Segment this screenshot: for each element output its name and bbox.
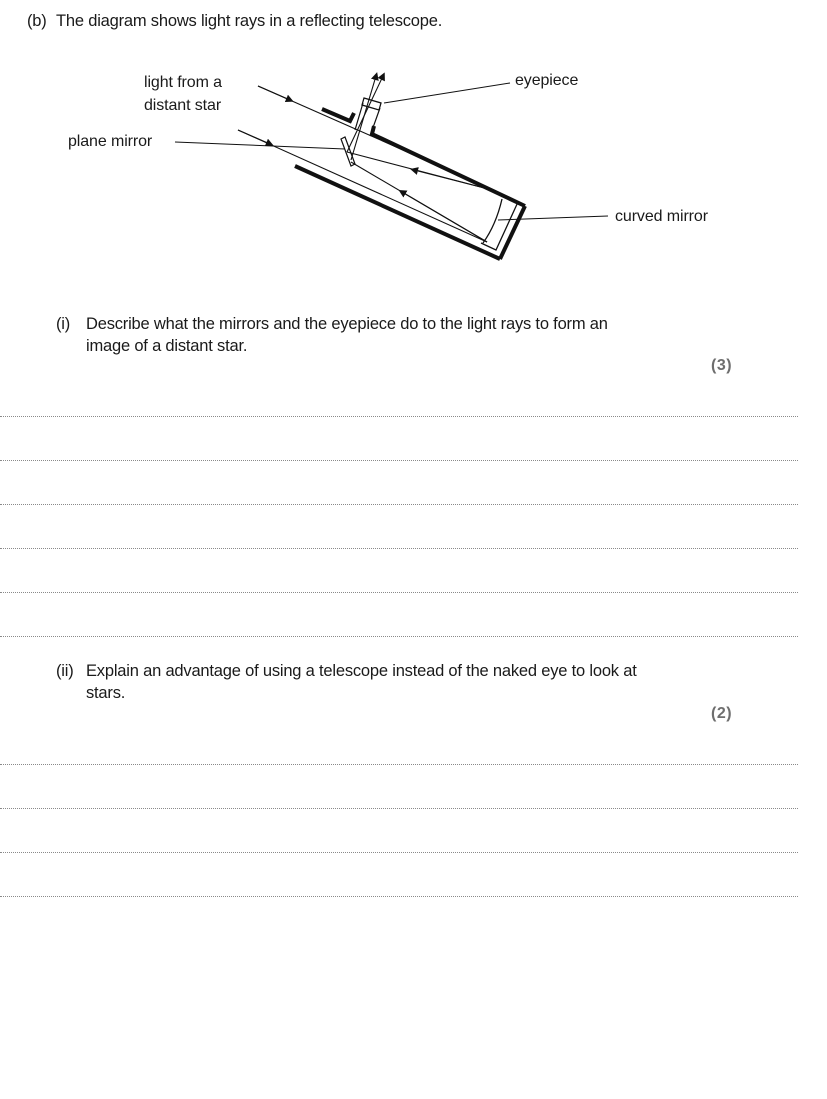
question-ii-number: (ii)	[56, 662, 74, 680]
answer-line-i-4[interactable]	[0, 548, 798, 549]
question-ii-line1: Explain an advantage of using a telescope instead of the naked eye to look at	[86, 662, 637, 680]
label-curved-mirror: curved mirror	[615, 208, 708, 225]
answer-line-i-2[interactable]	[0, 460, 798, 461]
answer-line-i-3[interactable]	[0, 504, 798, 505]
answer-line-ii-2[interactable]	[0, 808, 798, 809]
question-i-marks: (3)	[711, 357, 733, 374]
answer-line-ii-4[interactable]	[0, 896, 798, 897]
curved-mirror	[483, 199, 502, 243]
question-i-number: (i)	[56, 315, 71, 333]
leader-eyepiece	[384, 83, 510, 103]
question-i-line2: image of a distant star.	[86, 337, 248, 355]
answer-line-ii-3[interactable]	[0, 852, 798, 853]
answer-line-i-1[interactable]	[0, 416, 798, 417]
tube-upper-wall-right	[372, 126, 525, 206]
tube-upper-wall-left	[322, 109, 354, 121]
label-distant-star: distant star	[144, 97, 222, 114]
question-ii-marks: (2)	[711, 705, 733, 722]
label-plane-mirror: plane mirror	[68, 133, 153, 150]
question-ii-line2: stars.	[86, 684, 126, 702]
reflecting-telescope-diagram	[0, 0, 827, 290]
label-light-from-a: light from a	[144, 74, 222, 91]
question-i-line1: Describe what the mirrors and the eyepiece do to the light rays to form an	[86, 315, 608, 333]
answer-line-i-6[interactable]	[0, 636, 798, 637]
plane-mirror	[341, 137, 355, 166]
label-eyepiece: eyepiece	[515, 72, 579, 89]
part-b-intro: The diagram shows light rays in a reflecting telescope.	[56, 12, 443, 30]
answer-line-ii-1[interactable]	[0, 764, 798, 765]
answer-line-i-5[interactable]	[0, 592, 798, 593]
leader-curved-mirror	[498, 216, 608, 220]
leader-plane-mirror	[175, 142, 345, 149]
part-b-label: (b)	[27, 12, 47, 30]
